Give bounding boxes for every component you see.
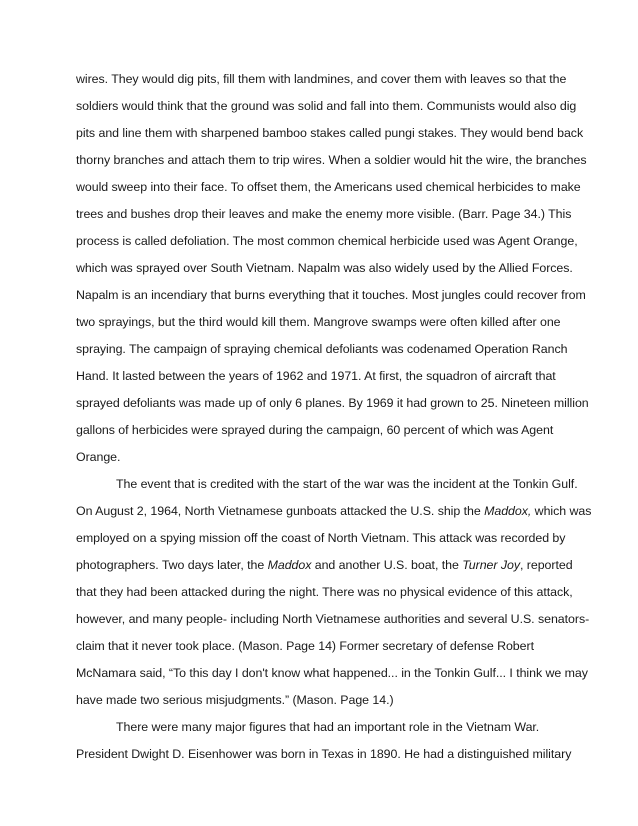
- text-line: pits and line them with sharpened bamboo stakes called pungi stakes. They would bend back: [76, 126, 584, 140]
- text-line: McNamara said, “To this day I don't know what happened... in the Tonkin Gulf... I think we may: [76, 666, 588, 680]
- paragraph-start: The event that is credited with the start of the war was the incident at the Tonkin Gulf.: [116, 477, 578, 491]
- text-line: thorny branches and attach them to trip wires. When a soldier would hit the wire, the branches: [76, 153, 587, 167]
- text-line: photographers. Two days later, the Maddox and another U.S. boat, the Turner Joy, reported: [76, 558, 573, 572]
- text-line: that they had been attacked during the night. There was no physical evidence of this attack,: [76, 585, 573, 599]
- text-line: claim that it never took place. (Mason. Page 14) Former secretary of defense Robert: [76, 639, 534, 653]
- text-line: wires. They would dig pits, fill them with landmines, and cover them with leaves so that the: [76, 72, 567, 86]
- text-line: two sprayings, but the third would kill them. Mangrove swamps were often killed after one: [76, 315, 561, 329]
- paragraph-start: There were many major figures that had an important role in the Vietnam War.: [116, 720, 540, 734]
- ship-name: Maddox: [267, 558, 312, 572]
- text-line: have made two serious misjudgments.” (Mason. Page 14.): [76, 693, 394, 707]
- text-line: employed on a spying mission off the coast of North Vietnam. This attack was recorded by: [76, 531, 566, 545]
- ship-name: Turner Joy: [462, 558, 521, 572]
- text-line: trees and bushes drop their leaves and make the enemy more visible. (Barr. Page 34.) This: [76, 207, 572, 221]
- text-line: however, and many people- including North Vietnamese authorities and several U.S. senators-: [76, 612, 590, 626]
- ship-name: Maddox,: [484, 504, 532, 518]
- text-line: spraying. The campaign of spraying chemical defoliants was codenamed Operation Ranch: [76, 342, 568, 356]
- text-line: Orange.: [76, 450, 121, 464]
- text-line: On August 2, 1964, North Vietnamese gunboats attacked the U.S. ship the Maddox, which was: [76, 504, 592, 518]
- text-line: sprayed defoliants was made up of only 6 planes. By 1969 it had grown to 25. Nineteen million: [76, 396, 589, 410]
- text-line: President Dwight D. Eisenhower was born in Texas in 1890. He had a distinguished military: [76, 747, 572, 761]
- text-line: process is called defoliation. The most common chemical herbicide used was Agent Orange,: [76, 234, 578, 248]
- text-line: would sweep into their face. To offset them, the Americans used chemical herbicides to make: [76, 180, 581, 194]
- text-line: gallons of herbicides were sprayed during the campaign, 60 percent of which was Agent: [76, 423, 554, 437]
- text-line: soldiers would think that the ground was solid and fall into them. Communists would also dig: [76, 99, 577, 113]
- text-line: Hand. It lasted between the years of 1962 and 1971. At first, the squadron of aircraft that: [76, 369, 556, 383]
- text-line: which was sprayed over South Vietnam. Napalm was also widely used by the Allied Forces.: [76, 261, 573, 275]
- text-line: Napalm is an incendiary that burns everything that it touches. Most jungles could recover from: [76, 288, 586, 302]
